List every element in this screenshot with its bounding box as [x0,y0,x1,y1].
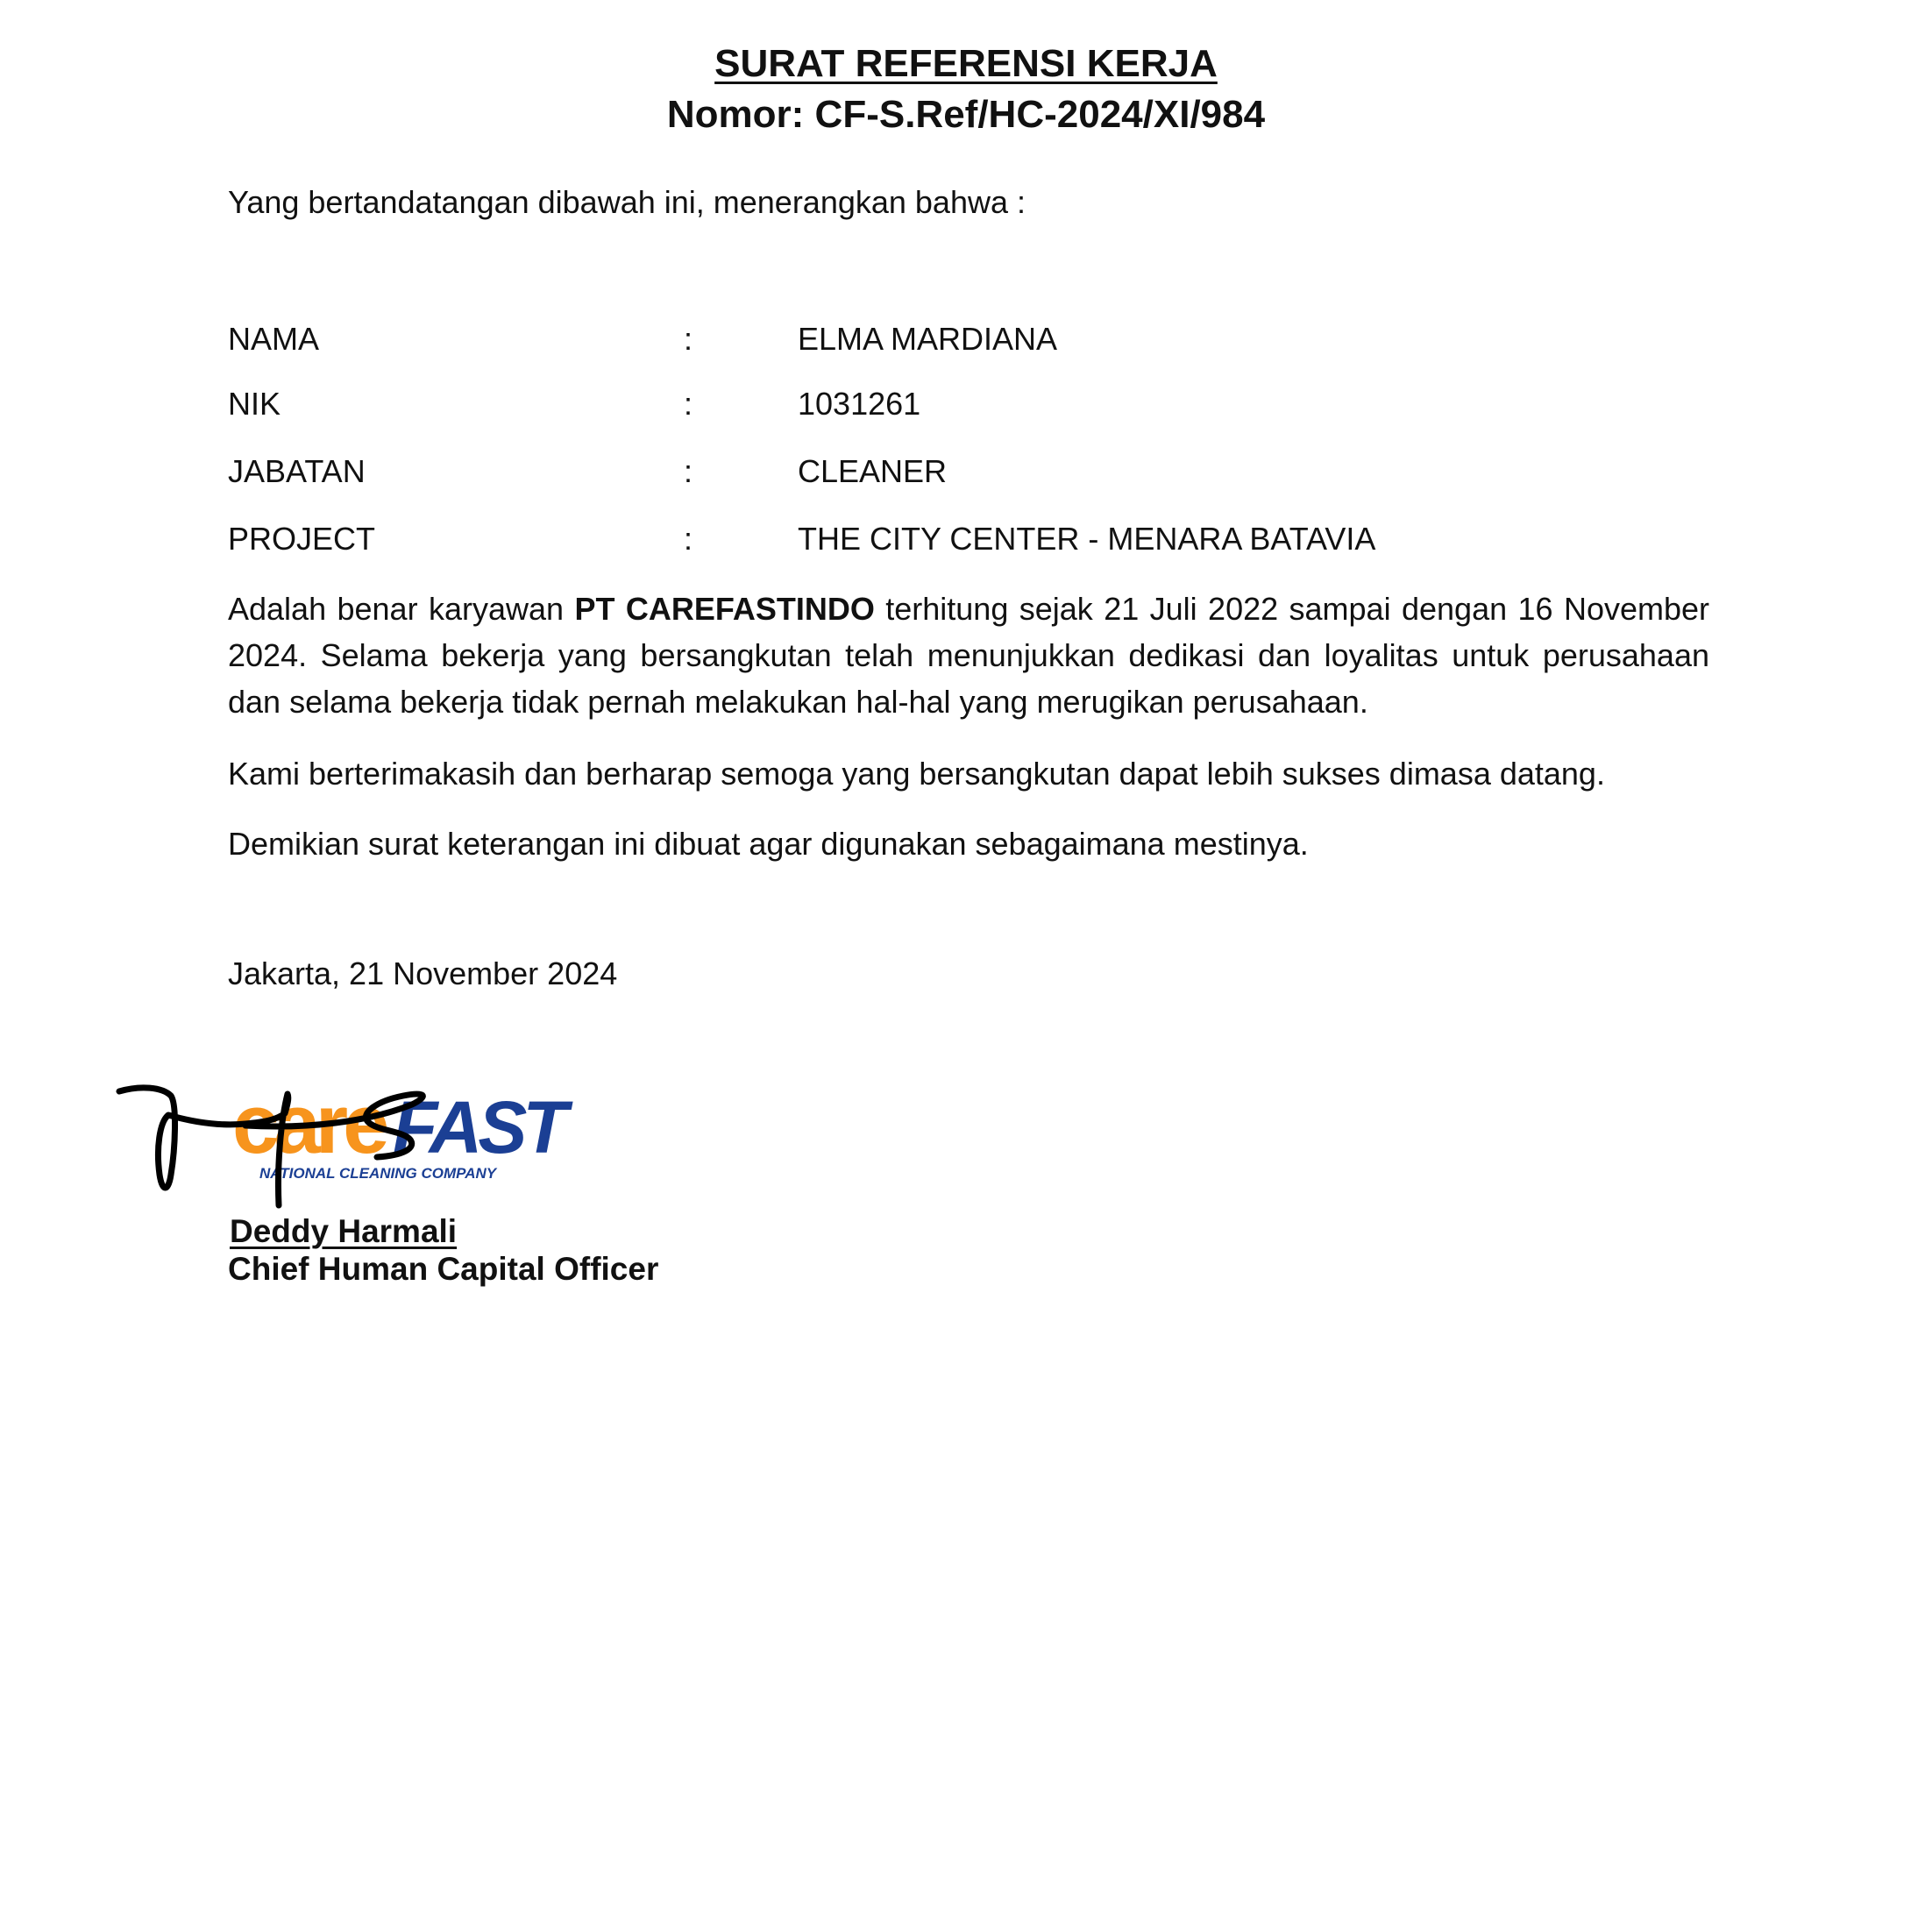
body-paragraph-2: Kami berterimakasih dan berharap semoga yang bersangkutan dapat lebih sukses dimasa datang. [228,756,1605,792]
intro-text: Yang bertandatangan dibawah ini, menerangkan bahwa : [228,184,1026,220]
field-label: NAMA [228,321,320,357]
field-row-project [228,521,1718,565]
field-label: JABATAN [228,453,366,489]
logo-word-care: care [232,1077,385,1171]
field-row-nama [228,321,1718,365]
field-colon: : [684,521,693,557]
field-value: THE CITY CENTER - MENARA BATAVIA [798,521,1376,557]
letter-number: Nomor: CF-S.Ref/HC-2024/XI/984 [666,93,1266,136]
field-row-jabatan [228,453,1718,497]
logo-tagline: NATIONAL CLEANING COMPANY [259,1165,497,1182]
body-paragraph-1 [228,586,1709,725]
field-row-nik [228,386,1718,430]
signer-title: Chief Human Capital Officer [228,1251,659,1287]
field-colon: : [684,386,693,422]
field-value: 1031261 [798,386,921,422]
company-name: PT CAREFASTINDO [574,591,875,627]
body-paragraph-3: Demikian surat keterangan ini dibuat agar digunakan sebagaimana mestinya. [228,826,1309,862]
signer-name: Deddy Harmali [230,1213,458,1249]
field-label: PROJECT [228,521,376,557]
company-logo-with-signature [114,1052,605,1218]
field-label: NIK [228,386,281,422]
letter-title: SURAT REFERENSI KERJA [714,42,1218,85]
paragraph-text: Adalah benar karyawan [228,591,575,627]
logo-word-fast: FAST [393,1086,564,1168]
field-colon: : [684,453,693,489]
field-value: ELMA MARDIANA [798,321,1058,357]
paragraph-text: terhitung sejak 21 Juli 2022 sampai dengan 16 November 2024. Selama bekerja yang bersangkutan telah menunjukkan dedikasi dan loyalitas untuk perusahaan dan selama bekerja tidak pernah melakukan hal-hal yang merugikan perusahaan. [228,591,1710,720]
place-date: Jakarta, 21 November 2024 [228,955,618,991]
field-value: CLEANER [798,453,948,489]
field-colon: : [684,321,693,357]
